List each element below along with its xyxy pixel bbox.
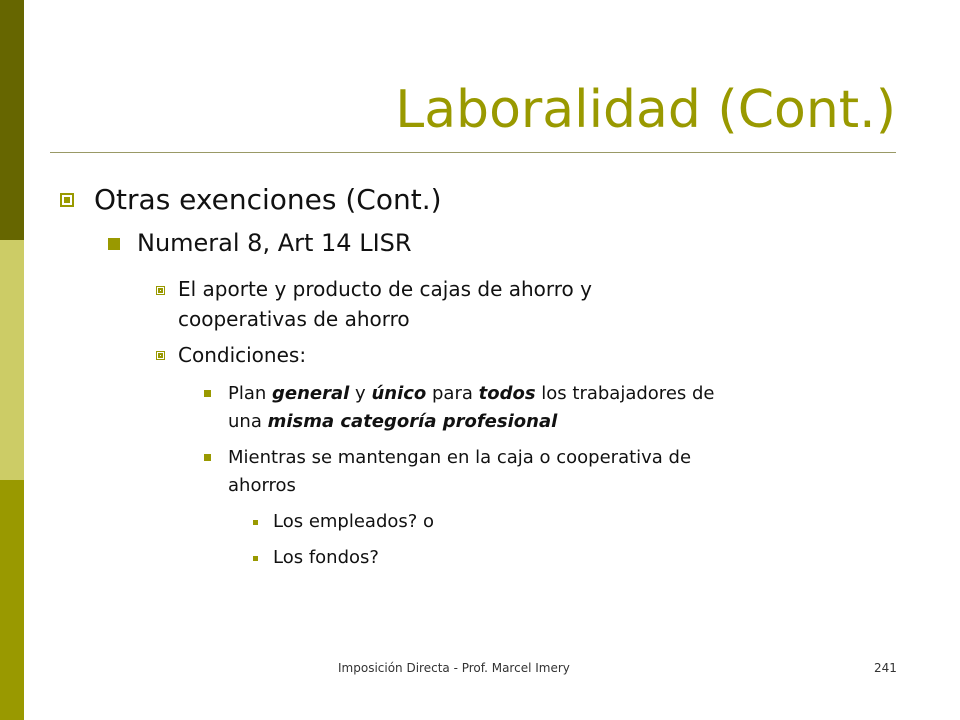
level4a-text-line2: una misma categoría profesional	[228, 411, 558, 432]
page-number: 241	[874, 661, 897, 675]
sidebar-band-middle	[0, 240, 24, 480]
title-divider	[50, 152, 896, 153]
level5a-bullet-icon	[253, 520, 258, 525]
slide-title: Laboralidad (Cont.)	[395, 80, 896, 140]
level5a-text: Los empleados? o	[273, 511, 435, 532]
level3a-bullet-icon	[156, 286, 165, 295]
level3a-text-line2: cooperativas de ahorro	[178, 307, 410, 331]
level2-text: Numeral 8, Art 14 LISR	[137, 229, 412, 257]
level4a-bullet-icon	[204, 390, 211, 397]
level3b-text: Condiciones:	[178, 343, 307, 367]
sidebar-band-top	[0, 0, 24, 240]
level4b-bullet-icon	[204, 454, 211, 461]
level2-bullet-icon	[108, 238, 120, 250]
level3b-bullet-icon	[156, 351, 165, 360]
level5b-text: Los fondos?	[273, 547, 379, 568]
level4b-text-line1: Mientras se mantengan en la caja o cooperativa de	[228, 447, 692, 468]
level1-bullet-icon	[60, 193, 74, 207]
sidebar-band-bottom	[0, 480, 24, 720]
level1-text: Otras exenciones (Cont.)	[94, 183, 442, 216]
level5b-bullet-icon	[253, 556, 258, 561]
sidebar-decoration	[0, 0, 24, 720]
level3a-text-line1: El aporte y producto de cajas de ahorro y	[178, 277, 592, 301]
footer-text: Imposición Directa - Prof. Marcel Imery	[338, 661, 570, 675]
level4a-text-line1: Plan general y único para todos los trabajadores de	[228, 383, 715, 404]
level4b-text-line2: ahorros	[228, 475, 296, 496]
